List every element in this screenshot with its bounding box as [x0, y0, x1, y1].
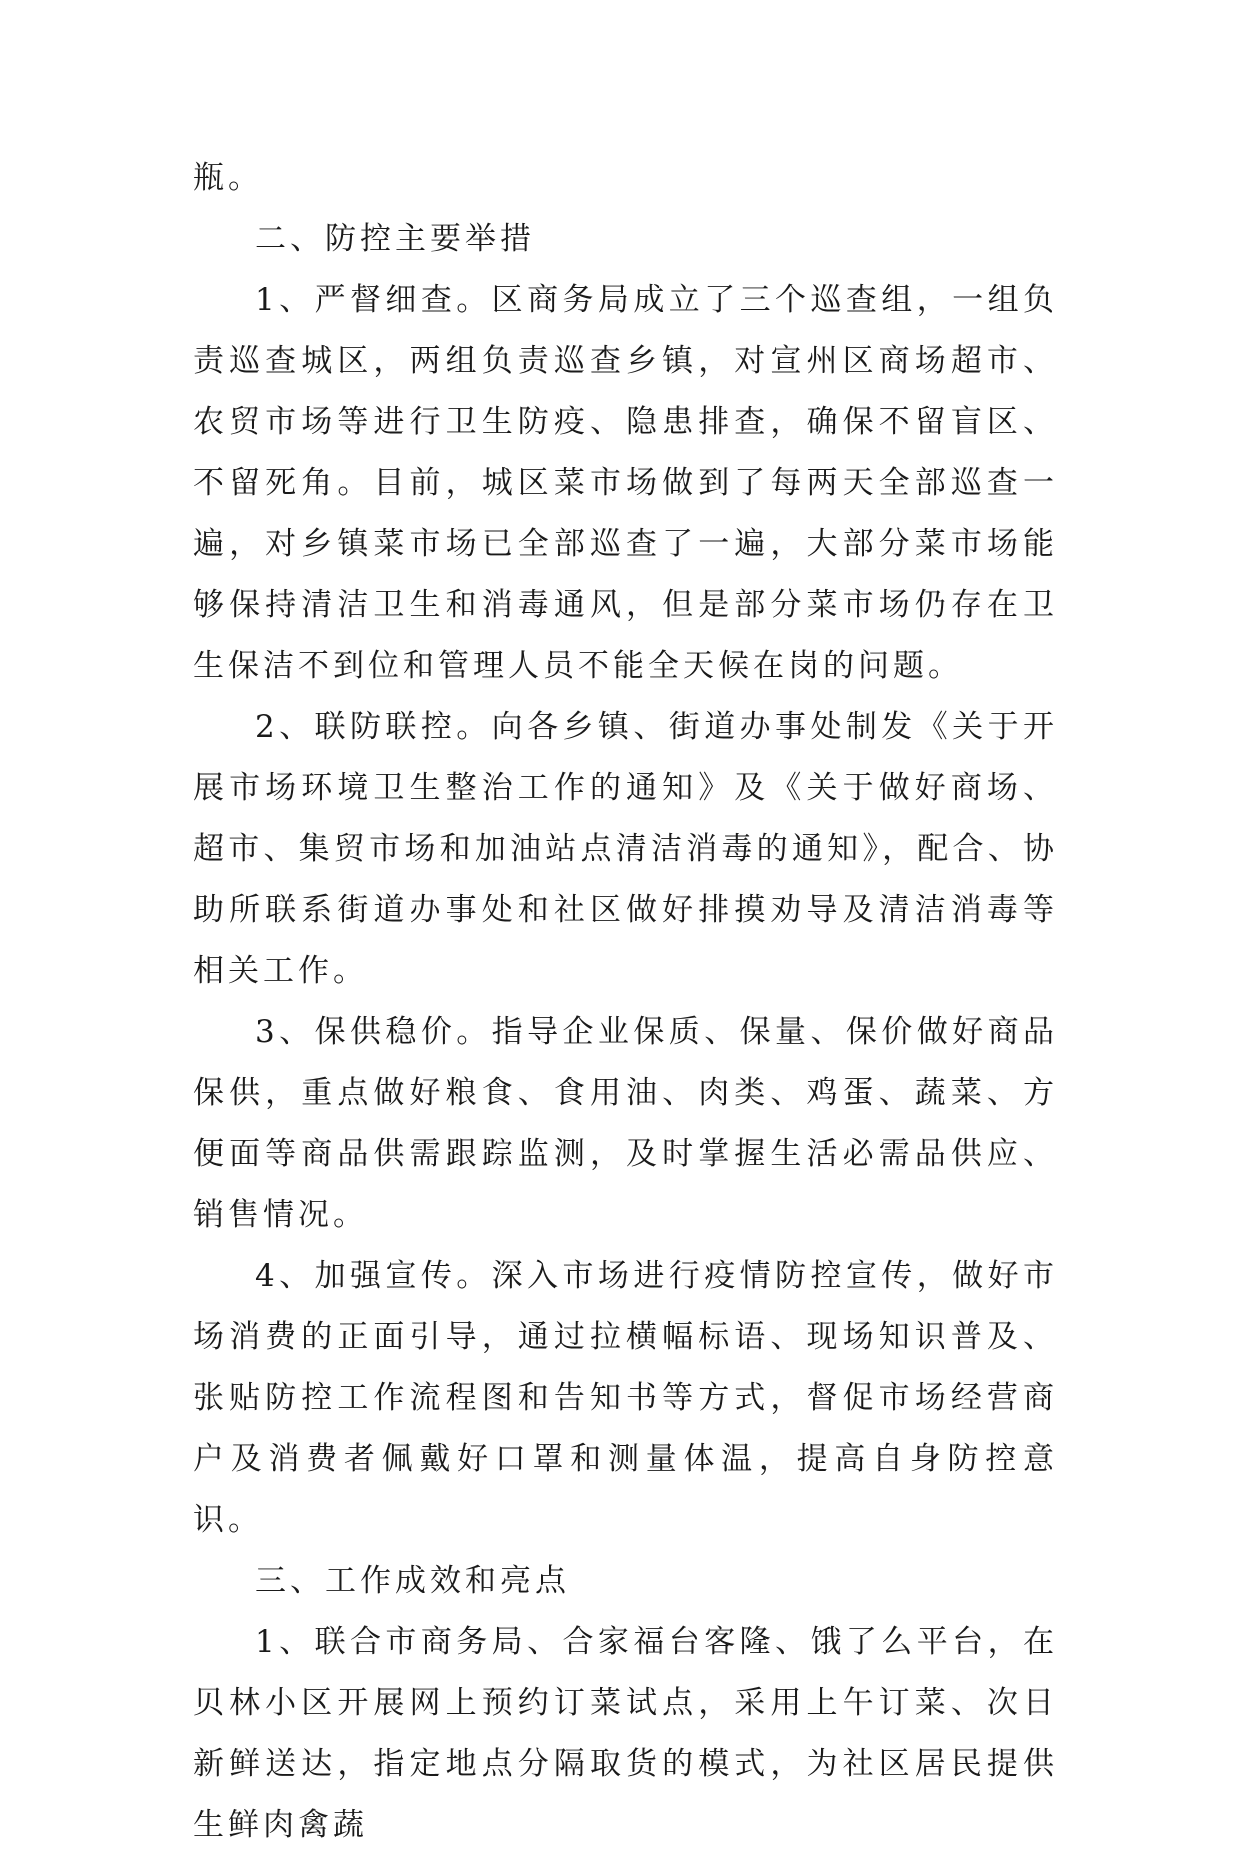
paragraph-joint-control: 2、联防联控。向各乡镇、街道办事处制发《关于开展市场环境卫生整治工作的通知》及《关于做好商场、超市、集贸市场和加油站点清洁消毒的通知》，配合、协助所联系街道办事处和社区做好排摸劝导及清洁消毒等相关工作。: [193, 709, 1058, 989]
paragraph-publicity: 4、加强宣传。深入市场进行疫情防控宣传，做好市场消费的正面引导，通过拉横幅标语、现场知识普及、张贴防控工作流程图和告知书等方式，督促市场经营商户及消费者佩戴好口罩和测量体温，提高自身防控意识。: [193, 1258, 1058, 1538]
section-heading-results: 三、工作成效和亮点: [255, 1563, 570, 1599]
paragraph-online-ordering: 1、联合市商务局、合家福台客隆、饿了么平台，在贝林小区开展网上预约订菜试点，采用上午订菜、次日新鲜送达，指定地点分隔取货的模式，为社区居民提供生鲜肉禽蔬: [193, 1624, 1058, 1843]
section-heading-measures: 二、防控主要举措: [255, 221, 535, 257]
document-body: [193, 148, 1058, 1856]
paragraph-inspection: 1、严督细查。区商务局成立了三个巡查组，一组负责巡查城区，两组负责巡查乡镇，对宣州区商场超市、农贸市场等进行卫生防疫、隐患排查，确保不留盲区、不留死角。目前，城区菜市场做到了每两天全部巡查一遍，对乡镇菜市场已全部巡查了一遍，大部分菜市场能够保持清洁卫生和消毒通风，但是部分菜市场仍存在卫生保洁不到位和管理人员不能全天候在岗的问题。: [193, 282, 1058, 684]
paragraph-continuation: 瓶。: [193, 160, 263, 196]
paragraph-supply-price: 3、保供稳价。指导企业保质、保量、保价做好商品保供，重点做好粮食、食用油、肉类、鸡蛋、蔬菜、方便面等商品供需跟踪监测，及时掌握生活必需品供应、销售情况。: [193, 1014, 1058, 1233]
